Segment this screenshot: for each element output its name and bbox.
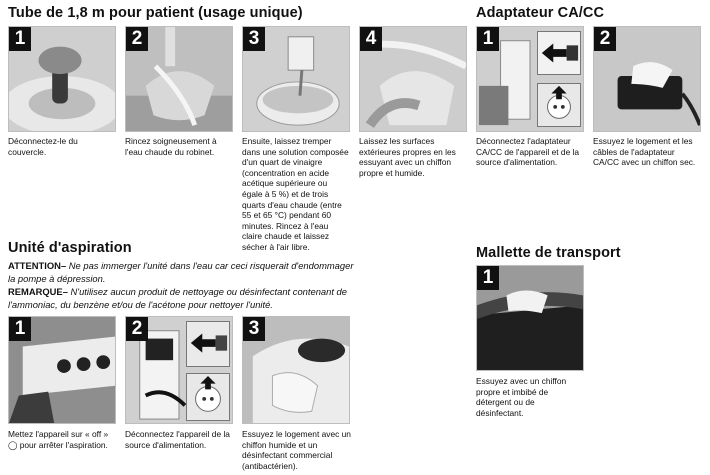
step-number: 2 [126, 317, 148, 341]
section-title-tube: Tube de 1,8 m pour patient (usage unique) [8, 5, 303, 21]
tube-step-4-caption: Laissez les surfaces extérieures propres en les essuyant avec un chiffon propre et humide. [359, 136, 456, 178]
step-number: 1 [9, 317, 31, 341]
tube-step-1-caption: Déconnectez-le du couvercle. [8, 136, 78, 157]
case-step-1-photo [476, 265, 584, 371]
suction-step-3-caption: Essuyez le logement avec un chiffon humide et un désinfectant commercial (antibactérien). [242, 429, 351, 471]
arrow-left-icon [538, 32, 580, 74]
attention-label: ATTENTION– [8, 260, 67, 271]
step-number: 3 [243, 27, 265, 51]
step-number: 1 [477, 266, 499, 290]
step-number: 2 [126, 27, 148, 51]
case-step-1-caption: Essuyez avec un chiffon propre et imbibé de détergent ou de désinfectant. [476, 376, 567, 418]
adapter-step-1-photo [476, 26, 584, 132]
inset-plug-detail [537, 31, 581, 75]
power-outlet-icon [187, 374, 229, 420]
tube-step-3-photo [242, 26, 350, 132]
attention-text: Ne pas immerger l'unité dans l'eau car ceci risquerait d'endommager la pompe à dépression. [8, 260, 354, 284]
suction-step-3-photo [242, 316, 350, 424]
tube-step-4-photo [359, 26, 467, 132]
adapter-step-2-photo [593, 26, 701, 132]
inset-outlet-detail [186, 373, 230, 421]
adapter-step-1-caption: Déconnectez l'adaptateur CA/CC de l'appareil et de la source d'alimentation. [476, 136, 580, 168]
step-number: 1 [477, 27, 499, 51]
tube-step-2-caption: Rincez soigneusement à l'eau chaude du robinet. [125, 136, 217, 157]
section-title-adapter: Adaptateur CA/CC [476, 5, 605, 21]
suction-step-2-caption: Déconnectez l'appareil de la source d'alimentation. [125, 429, 230, 450]
step-number: 1 [9, 27, 31, 51]
remark-note [8, 285, 358, 311]
power-outlet-icon [538, 84, 580, 126]
tube-step-2-photo [125, 26, 233, 132]
attention-note [8, 259, 358, 285]
suction-step-2-photo [125, 316, 233, 424]
step-number: 4 [360, 27, 382, 51]
section-title-case: Mallette de transport [476, 245, 621, 261]
suction-step-1-caption: Mettez l'appareil sur « off » ◯ pour arrêter l'aspiration. [8, 429, 109, 450]
inset-plug-detail [186, 321, 230, 367]
inset-outlet-detail [537, 83, 581, 127]
tube-step-3-caption: Ensuite, laissez tremper dans une solution composée d'un quart de vinaigre (concentration en acide acétique supérieure ou égale à 5 %) et de trois quarts d'eau chaude (entre 55 et 65 °C) pendant 60 minutes. Rincez à l'eau claire chaude et laissez sécher à l'air libre. [242, 136, 349, 252]
tube-step-1-photo [8, 26, 116, 132]
section-title-suction: Unité d'aspiration [8, 240, 132, 256]
suction-step-1-photo [8, 316, 116, 424]
step-number: 2 [594, 27, 616, 51]
step-number: 3 [243, 317, 265, 341]
remark-label: REMARQUE– [8, 286, 68, 297]
arrow-left-icon [187, 322, 229, 366]
adapter-step-2-caption: Essuyez le logement et les câbles de l'adaptateur CA/CC avec un chiffon sec. [593, 136, 696, 168]
remark-text: N'utilisez aucun produit de nettoyage ou désinfectant contenant de l'ammoniac, du benzène et/ou de l'acétone pour nettoyer l'unité. [8, 286, 347, 310]
